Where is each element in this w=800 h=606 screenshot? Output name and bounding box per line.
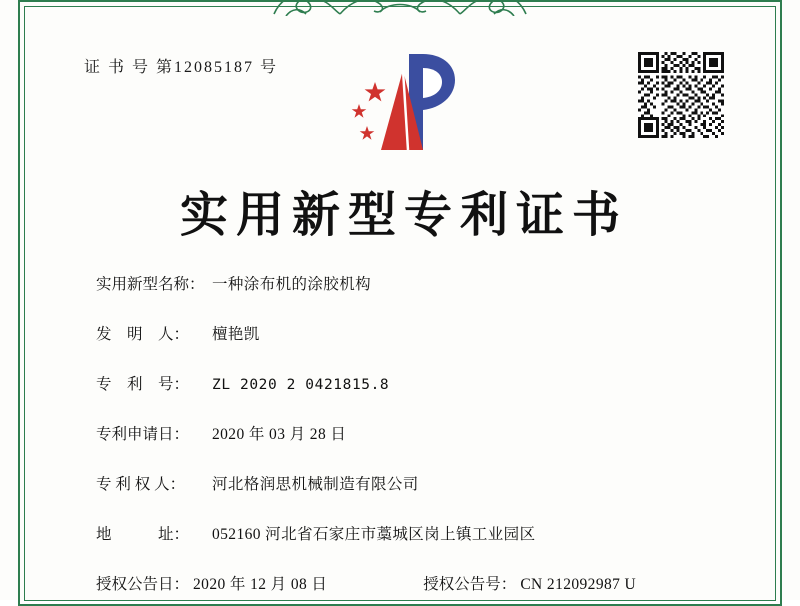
field-value: CN 212092987 U [520,576,637,593]
field-label: 专 利 权 人： [96,476,186,493]
field-address [96,522,740,572]
field-value: 檀艳凯 [212,326,260,343]
field-label: 地 址： [96,526,190,543]
field-utility-model-name [96,272,740,322]
field-label: 授权公告号： [423,576,517,593]
field-value: 2020 年 12 月 08 日 [193,576,328,593]
field-value: 一种涂布机的涂胶机构 [212,276,372,293]
field-label: 实用新型名称： [96,276,205,293]
field-label: 发 明 人： [96,326,190,343]
field-patentee [96,472,740,522]
field-application-date [96,422,740,472]
patent-office-emblem-icon [345,48,465,158]
page-title: 实用新型专利证书 [179,187,628,243]
field-patent-number [96,372,740,422]
certificate-grant-row [96,572,760,594]
field-label: 专 利 号： [96,376,190,393]
field-value: ZL 2020 2 0421815.8 [212,377,390,393]
field-grant-number [423,572,636,594]
field-inventor [96,322,740,372]
field-value: 052160 河北省石家庄市藁城区岗上镇工业园区 [212,526,536,543]
field-value: 2020 年 03 月 28 日 [212,426,347,443]
field-label: 授权公告日： [96,576,190,593]
qr-code-icon [638,52,724,138]
field-label: 专利申请日： [96,426,190,443]
border-top-ornament [24,0,776,16]
field-grant-date [96,572,327,594]
field-value: 河北格润思机械制造有限公司 [212,476,419,493]
certificate-number: 证 书 号 第12085187 号 [84,59,279,76]
certificate-fields [96,272,740,572]
